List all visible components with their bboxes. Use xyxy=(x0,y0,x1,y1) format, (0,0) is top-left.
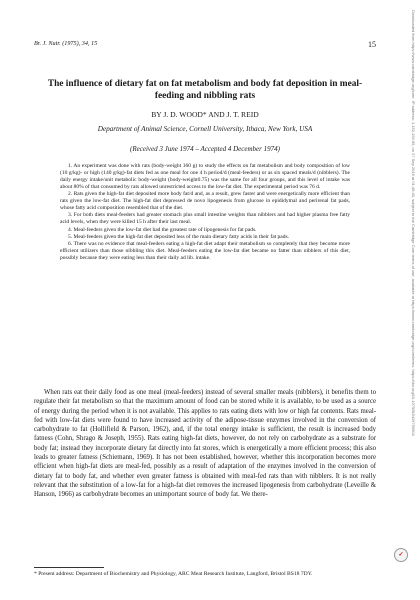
body-paragraph: When rats eat their daily food as one meal (meal-feeders) instead of several smaller meals (nibblers), it benefits them to regulate their fat metabolism so that the maximum amount of food can be stored while it is available, to be used as a source of energy during the period when it is not available. This applies to rats eating diets with low or high fat contents. Rats meal-fed with low-fat diets were found to have increased activity of the adipose-tissue enzymes involved in the conversion of carbohydrate to fat (Hollifield & Parson, 1962), and, if the total energy intake is sufficient, the result is increased body fatness (Cohn, Shrago & Joseph, 1955). Rats eating high-fat diets, however, do not rely on carbohydrate as a substrate for body fat; instead they incorporate dietary fat directly into fat stores, which is energetically a more efficient process; this also leads to greater fatness (Schiemann, 1969). It has not been established, however, whether this incorporation becomes more efficient when high-fat diets are meal-fed, possibly as a result of adaptation of the enzymes involved in the conversion of dietary fat to body fat, and whether even greater fatness is obtained with meal-fed rats than with nibblers. It is not really relevant that the substitution of a low-fat for a high-fat diet removes the increased lipogenesis from carbohydrate (Leveille & Hanson, 1966) as carbohydrate becomes an unimportant source of body fat. We there- xyxy=(34,389,376,499)
journal-reference: Br. J. Nutr. (1975), 34, 15 xyxy=(34,40,98,47)
crossmark-icon[interactable]: ✓ xyxy=(394,548,408,562)
abstract-paragraph: 1. An experiment was done with rats (body-weight 160 g) to study the effects on fat metabolism and body composition of low (10 g/kg)- or high (140 g/kg)-fat diets fed as one meal for one 4 h period/d (meal-feeders) or as six spaced meals/d (nibblers). The daily energy intake/unit metabolic body-weight (body-weight0.75) was the same for all four groups, and this level of intake was about 80% of that consumed by rats allowed unrestricted access to the low-fat diet. The experimental period was 76 d. xyxy=(60,163,350,190)
abstract-paragraph: 4. Meal-feeders given the low-fat diet had the greatest rate of lipogenesis for fat pads. xyxy=(68,226,257,233)
author-affiliation: Department of Animal Science, Cornell University, Ithaca, New York, USA xyxy=(97,125,313,133)
download-notice-strip xyxy=(408,0,418,600)
abstract xyxy=(60,163,350,263)
article-title: The influence of dietary fat on fat metabolism and body fat deposition in meal-feeding and nibbling rats xyxy=(47,79,363,101)
author-footnote: * Present address: Department of Biochemistry and Physiology, ARC Meat Research Institute, Langford, Bristol BS18 7DY. xyxy=(34,571,313,577)
abstract-paragraph: 6. There was no evidence that meal-feeders eating a high-fat diet adapt their metabolism so completely that they become more efficient utilizers than those nibbling this diet. Meal-feeders eating the low-fat diet became no fatter than nibblers of this diet, possibly because they were eating less than their daily ad lib. intake. xyxy=(60,241,350,262)
download-notice[interactable]: Downloaded from https://www.cambridge.org/core. IP address: 1.152.193.65, on 27 Sep 2019 at 01:46:40, subject to the Cambridge Core terms of use, available at https://www.cambridge.org/core/terms. https://doi.org/10.1079/BJN19750004 xyxy=(411,10,416,436)
page-number: 15 xyxy=(368,40,376,49)
abstract-paragraph: 2. Rats given the high-fat diet deposited more body fat/d and, as a result, grew faster and were energetically more efficient than rats given the low-fat diet. The high-fat diet depressed de novo lipogenesis from glucose in epididymal and perirenal fat pads, whose fatty acid composition resembled that of the diet. xyxy=(60,191,350,211)
article-authors: BY J. D. WOOD* AND J. T. REID xyxy=(151,110,259,119)
abstract-paragraph: 3. For both diets meal-feeders had greater stomach plus small intestine weights than nibblers and had higher plasma free fatty acid levels, when they were killed 15 h after their last meal. xyxy=(60,212,350,226)
footnote-divider xyxy=(34,567,104,568)
body-text xyxy=(34,388,376,500)
abstract-paragraph: 5. Meal-feeders given the high-fat diet deposited less of the main dietary fatty acids in their fat pads. xyxy=(68,234,289,241)
received-dates: (Received 3 June 1974 – Accepted 4 December 1974) xyxy=(130,145,280,153)
